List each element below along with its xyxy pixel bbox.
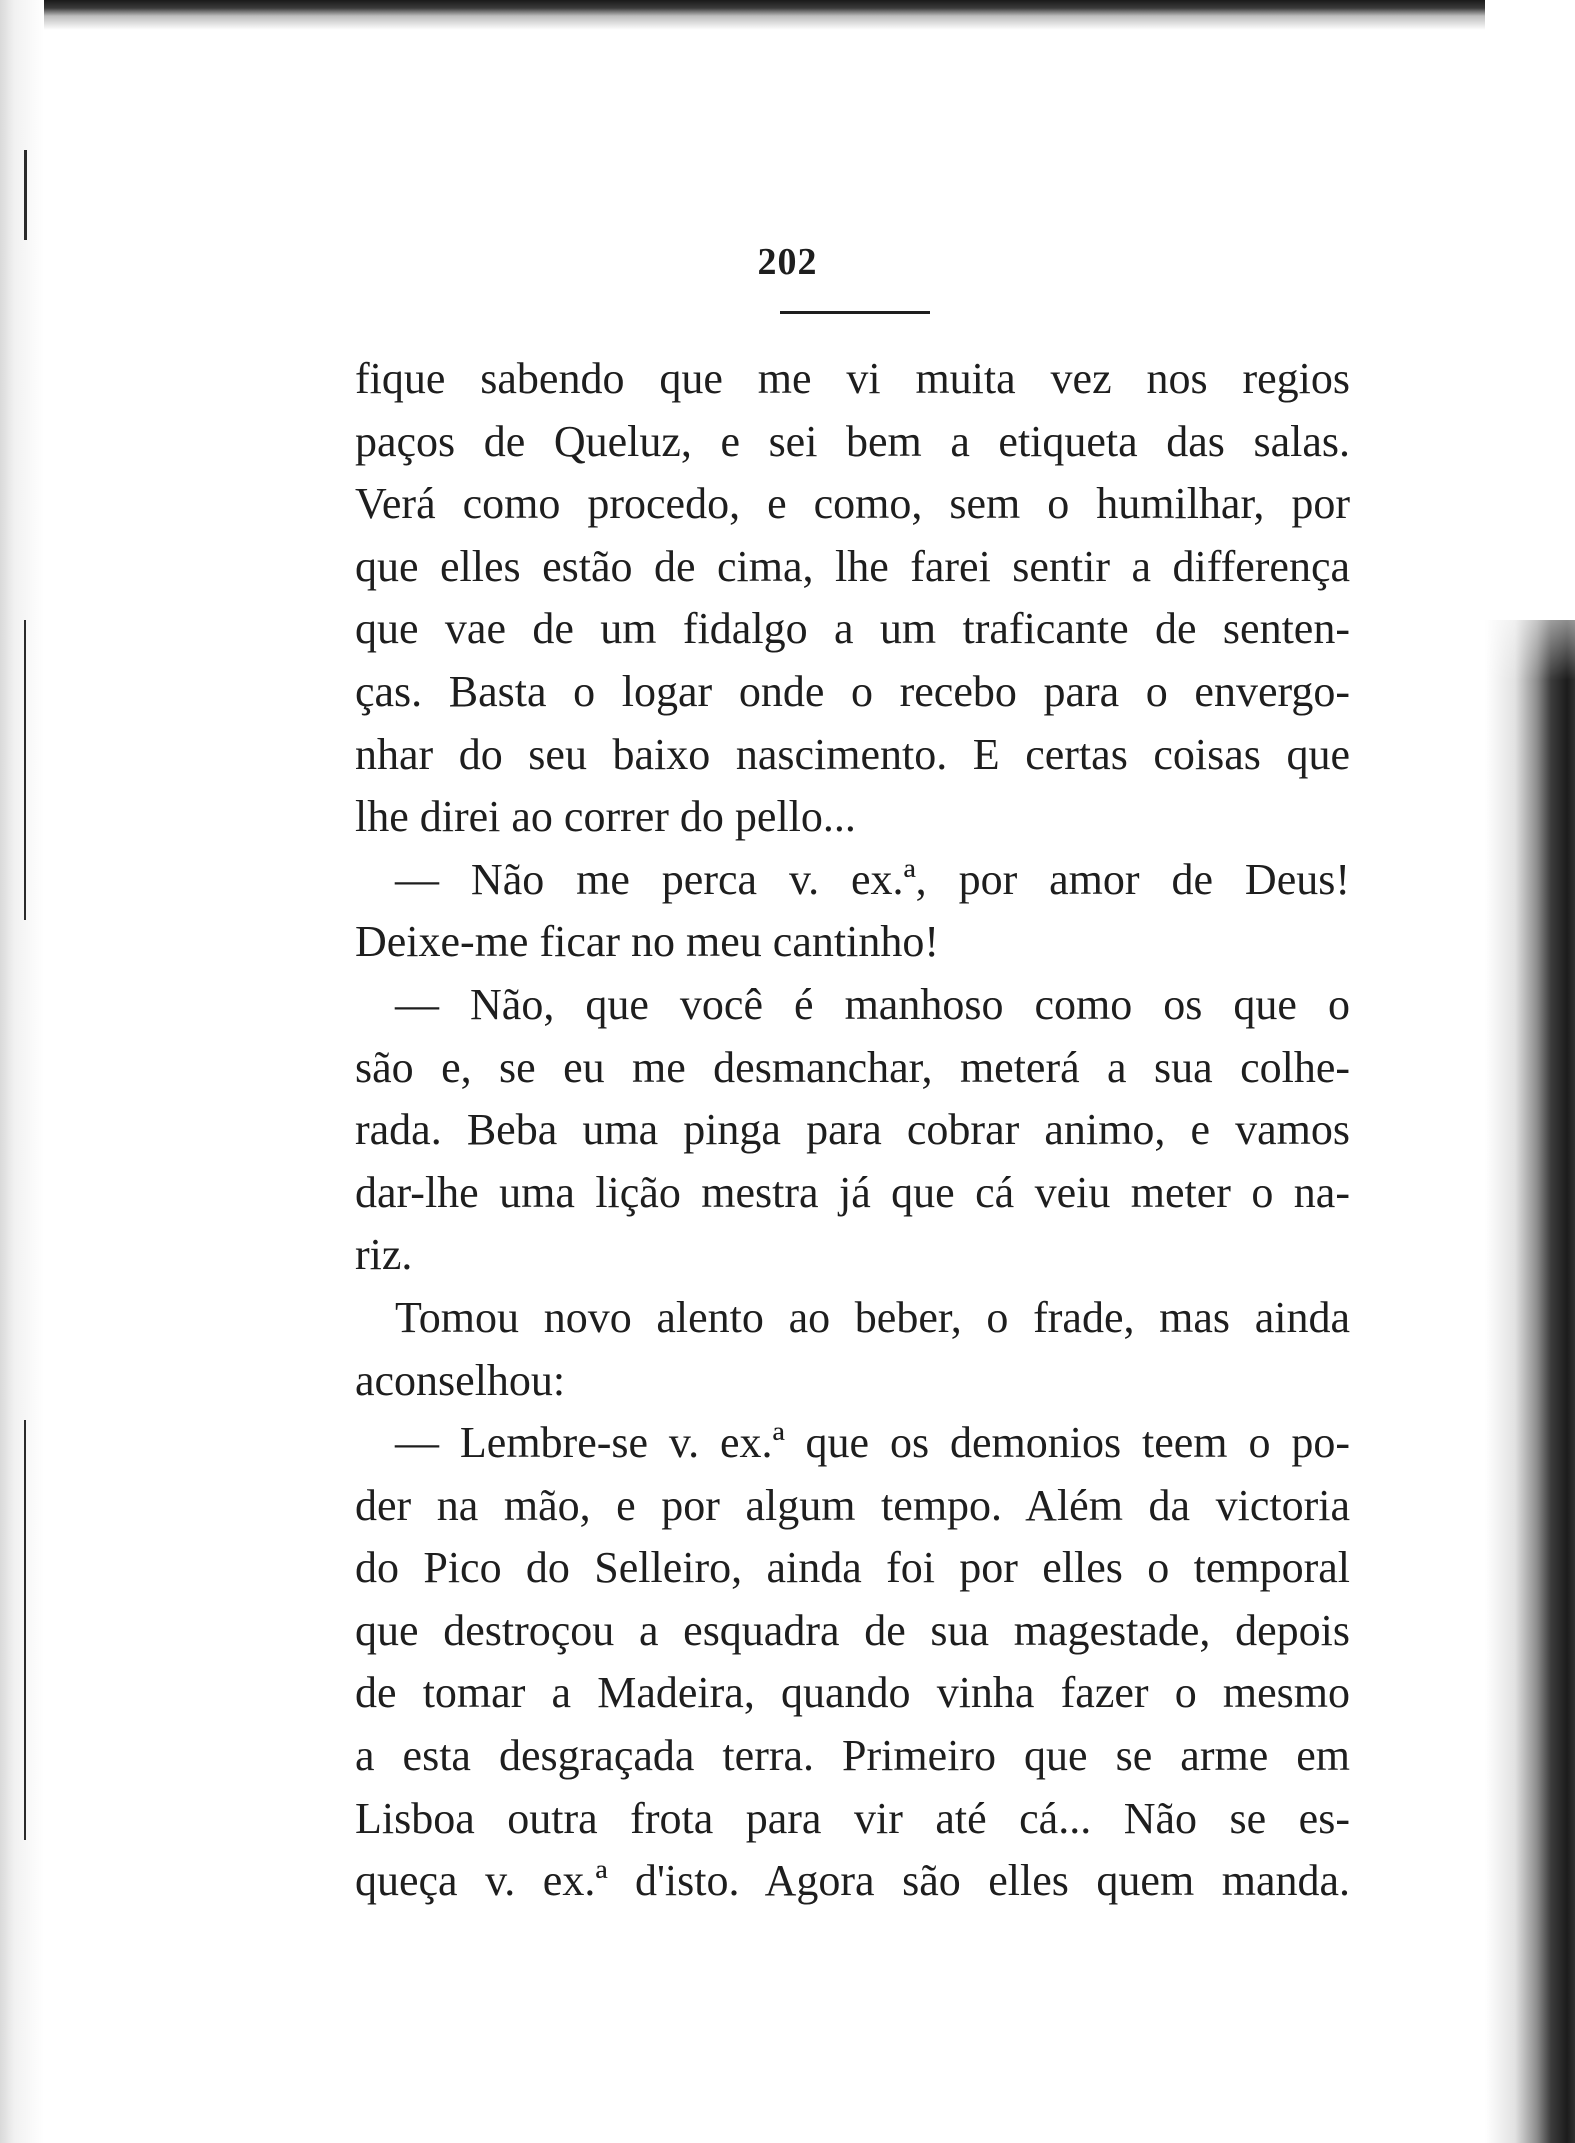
text-line: Tomou novo alento ao beber, o frade, mas ainda [395, 1292, 1350, 1342]
page-number: 202 [757, 241, 818, 283]
text-line: nhar do seu baixo nascimento. E certas coisas que [355, 729, 1350, 779]
text-line: paços de Queluz, e sei bem a etiqueta das salas. [355, 416, 1350, 466]
text-line: Verá como procedo, e como, sem o humilhar, por [355, 479, 1350, 529]
text-line: são e, se eu me desmanchar, meterá a sua colhe- [355, 1042, 1350, 1092]
text-line: — Não, que você é manhoso como os que o [395, 979, 1350, 1029]
text-line: que elles estão de cima, lhe farei sentir a differença [355, 541, 1350, 591]
text-line: que destroçou a esquadra de sua magestade, depois [355, 1605, 1350, 1655]
text-line: dar-lhe uma lição mestra já que cá veiu meter o na- [355, 1167, 1350, 1217]
text-line: queça v. ex.ª d'isto. Agora são elles quem manda. [355, 1856, 1350, 1906]
text-line: que vae de um fidalgo a um traficante de senten- [355, 604, 1350, 654]
text-line: aconselhou: [355, 1355, 566, 1405]
text-line: ças. Basta o logar onde o recebo para o envergo- [355, 666, 1350, 716]
text-line: riz. [355, 1230, 413, 1280]
scan-mark [24, 1420, 26, 1840]
text-line: lhe direi ao correr do pello... [355, 792, 856, 842]
scan-mark [24, 150, 27, 240]
scan-right-edge-blend [1485, 560, 1575, 680]
text-line: Lisboa outra frota para vir até cá... Não se es- [355, 1793, 1350, 1843]
text-line: rada. Beba uma pinga para cobrar animo, e vamos [355, 1105, 1350, 1155]
scan-mark [24, 620, 26, 920]
text-line: — Não me perca v. ex.ª, por amor de Deus! [395, 854, 1350, 904]
text-line: der na mão, e por algum tempo. Além da victoria [355, 1480, 1350, 1530]
text-line: de tomar a Madeira, quando vinha fazer o mesmo [355, 1668, 1350, 1718]
text-line: Deixe-me ficar no meu cantinho! [355, 917, 939, 967]
scan-right-edge-top [1485, 0, 1575, 620]
scan-top-edge [0, 0, 1575, 30]
text-line: do Pico do Selleiro, ainda foi por elles o temporal [355, 1543, 1350, 1593]
scan-left-edge [0, 0, 44, 2143]
text-line: fique sabendo que me vi muita vez nos regios [355, 354, 1350, 403]
page-number-rule [780, 311, 930, 314]
text-line: — Lembre-se v. ex.ª que os demonios teem o po- [395, 1418, 1350, 1468]
body-text [355, 348, 1350, 1913]
text-line: a esta desgraçada terra. Primeiro que se arme em [355, 1731, 1350, 1781]
